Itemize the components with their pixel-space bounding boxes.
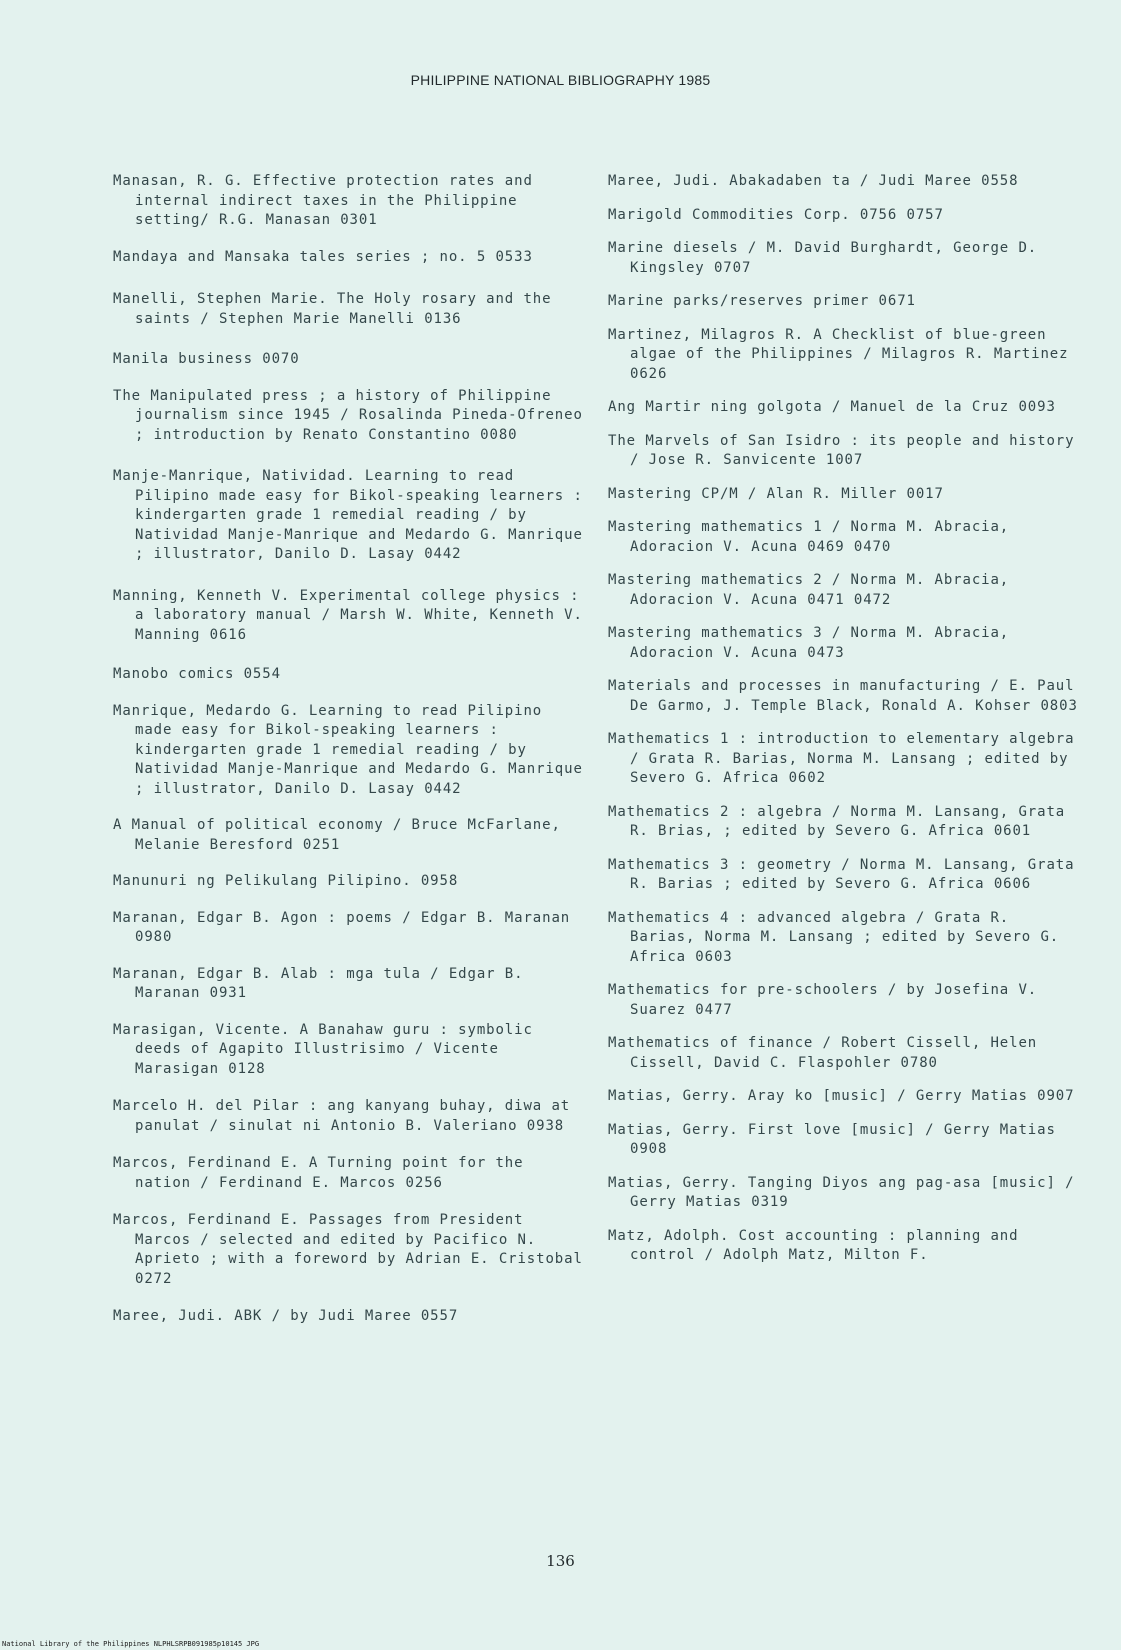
list-item: Mastering mathematics 2 / Norma M. Abracia, Adoracion V. Acuna 0471 0472 xyxy=(608,572,1010,608)
list-item: Manunuri ng Pelikulang Pilipino. 0958 xyxy=(113,873,459,889)
list-item: Manasan, R. G. Effective protection rates and internal indirect taxes in the Philippine setting/ R.G. Manasan 0301 xyxy=(113,173,533,228)
right-column xyxy=(608,172,1078,1266)
list-item: Martinez, Milagros R. A Checklist of blue-green algae of the Philippines / Milagros R. Martinez 0626 xyxy=(608,326,1069,382)
list-item: Mastering mathematics 1 / Norma M. Abracia, Adoracion V. Acuna 0469 0470 xyxy=(608,519,1010,555)
list-item: Marine parks/reserves primer 0671 xyxy=(608,293,916,309)
list-item: Manje-Manrique, Natividad. Learning to read Pilipino made easy for Bikol-speaking learners : kindergarten grade 1 remedial reading / by Natividad Manje-Manrique and Medardo G. Manrique ; illustrator, Danilo D. Lasay 0442 xyxy=(113,468,583,562)
list-item: Marasigan, Vicente. A Banahaw guru : symbolic deeds of Agapito Illustrisimo / Vicente Marasigan 0128 xyxy=(113,1021,533,1077)
list-item: Matz, Adolph. Cost accounting : planning and control / Adolph Matz, Milton F. xyxy=(608,1227,1019,1263)
scan-footer: National Library of the Philippines NLPHLSRPB091985p10145 JPG xyxy=(2,1640,260,1648)
list-item: Mathematics of finance / Robert Cissell, Helen Cissell, David C. Flaspohler 0780 xyxy=(608,1035,1038,1071)
list-item: Ang Martir ning golgota / Manuel de la Cruz 0093 xyxy=(608,399,1056,415)
list-item: Matias, Gerry. First love [music] / Gerry Matias 0908 xyxy=(608,1121,1056,1157)
list-item: Maranan, Edgar B. Alab : mga tula / Edgar B. Maranan 0931 xyxy=(113,965,524,1001)
list-item: Manning, Kenneth V. Experimental college physics : a laboratory manual / Marsh W. White, Kenneth V. Manning 0616 xyxy=(113,587,583,643)
list-item: The Marvels of San Isidro : its people and history / Jose R. Sanvicente 1007 xyxy=(608,432,1075,468)
list-item: Matias, Gerry. Tanging Diyos ang pag-asa [music] / Gerry Matias 0319 xyxy=(608,1174,1075,1210)
list-item: Marine diesels / M. David Burghardt, George D. Kingsley 0707 xyxy=(608,240,1038,276)
page-number: 136 xyxy=(546,1552,575,1570)
list-item: Manrique, Medardo G. Learning to read Pilipino made easy for Bikol-speaking learners : kindergarten grade 1 remedial reading / by Natividad Manje-Manrique and Medardo G. Manrique ; illustrator, Danilo D. Lasay 0442 xyxy=(113,702,583,797)
list-item: Marcelo H. del Pilar : ang kanyang buhay, diwa at panulat / sinulat ni Antonio B. Valeriano 0938 xyxy=(113,1098,571,1134)
list-item: Manelli, Stephen Marie. The Holy rosary and the saints / Stephen Marie Manelli 0136 xyxy=(113,291,552,327)
list-item: A Manual of political economy / Bruce McFarlane, Melanie Beresford 0251 xyxy=(113,817,561,853)
list-item: Mathematics for pre-schoolers / by Josefina V. Suarez 0477 xyxy=(608,982,1038,1018)
list-item: Mastering mathematics 3 / Norma M. Abracia, Adoracion V. Acuna 0473 xyxy=(608,625,1010,661)
list-item: Mathematics 1 : introduction to elementary algebra / Grata R. Barias, Norma M. Lansang ; edited by Severo G. Africa 0602 xyxy=(608,731,1075,786)
list-item: Maranan, Edgar B. Agon : poems / Edgar B. Maranan 0980 xyxy=(113,909,571,945)
list-item: Mathematics 4 : advanced algebra / Grata R. Barias, Norma M. Lansang ; edited by Severo G. Africa 0603 xyxy=(608,909,1060,965)
list-item: Marcos, Ferdinand E. A Turning point for the nation / Ferdinand E. Marcos 0256 xyxy=(113,1155,524,1191)
list-item: Mandaya and Mansaka tales series ; no. 5 0533 xyxy=(113,248,533,265)
page-header: PHILIPPINE NATIONAL BIBLIOGRAPHY 1985 xyxy=(410,72,711,88)
list-item: Manobo comics 0554 xyxy=(113,666,281,682)
list-item: Mathematics 2 : algebra / Norma M. Lansang, Grata R. Brias, ; edited by Severo G. Africa 0601 xyxy=(608,803,1066,839)
list-item: The Manipulated press ; a history of Philippine journalism since 1945 / Rosalinda Pineda-Ofreneo ; introduction by Renato Constantino 0080 xyxy=(113,387,583,443)
list-item: Marigold Commodities Corp. 0756 0757 xyxy=(608,206,944,223)
left-column xyxy=(113,172,583,1327)
list-item: Manila business 0070 xyxy=(113,351,300,367)
list-item: Matias, Gerry. Aray ko [music] / Gerry Matias 0907 xyxy=(608,1088,1075,1104)
list-item: Maree, Judi. ABK / by Judi Maree 0557 xyxy=(113,1308,459,1324)
list-item: Marcos, Ferdinand E. Passages from President Marcos / selected and edited by Pacifico N. Aprieto ; with a foreword by Adrian E. Cristobal 0272 xyxy=(113,1212,583,1287)
list-item: Mastering CP/M / Alan R. Miller 0017 xyxy=(608,485,944,502)
list-item: Mathematics 3 : geometry / Norma M. Lansang, Grata R. Barias ; edited by Severo G. Africa 0606 xyxy=(608,856,1075,892)
list-item: Maree, Judi. Abakadaben ta / Judi Maree 0558 xyxy=(608,173,1019,189)
list-item: Materials and processes in manufacturing / E. Paul De Garmo, J. Temple Black, Ronald A. Kohser 0803 xyxy=(608,678,1078,714)
